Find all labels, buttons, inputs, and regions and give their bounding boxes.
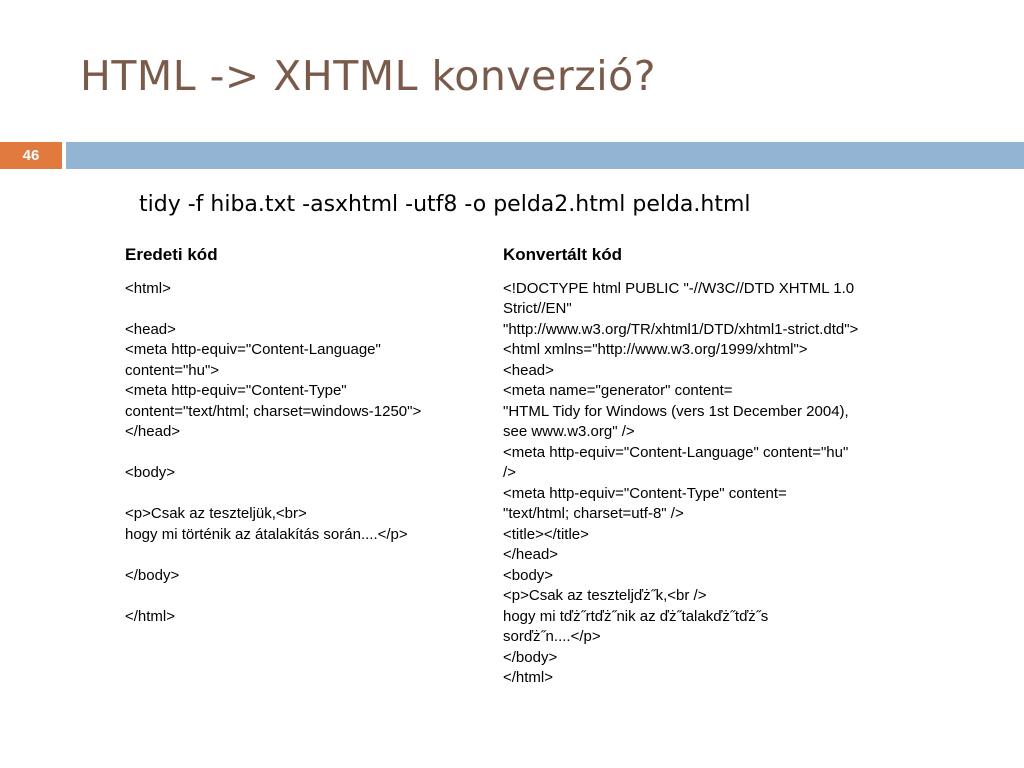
converted-code-block — [503, 279, 923, 689]
code-line: <!DOCTYPE html PUBLIC "-//W3C//DTD XHTML 1.0 — [503, 279, 855, 297]
code-line: </html> — [503, 669, 554, 686]
code-line: <meta http-equiv="Content-Type" — [125, 382, 347, 399]
code-line — [125, 299, 485, 320]
code-line: <p>Csak az teszteljďż˝k,<br /> — [503, 587, 707, 604]
converted-code-heading: Konvertált kód — [503, 245, 623, 264]
code-line: hogy mi történik az átalakítás során....</p> — [125, 525, 408, 543]
code-line: "http://www.w3.org/TR/xhtml1/DTD/xhtml1-strict.dtd"> — [503, 320, 859, 338]
code-line — [125, 586, 485, 607]
original-code-column — [125, 245, 485, 627]
code-line: Strict//EN" — [503, 300, 572, 317]
code-line: <body> — [125, 464, 176, 481]
slide-title: HTML -> XHTML konverzió? — [80, 52, 656, 100]
code-line: <head> — [125, 320, 176, 338]
code-line: <p>Csak az teszteljük,<br> — [125, 505, 307, 522]
code-line: hogy mi tďż˝rtďż˝nik az ďż˝talakďż˝tďż˝s — [503, 607, 769, 625]
code-line: <head> — [503, 361, 554, 379]
title-underline-bar — [66, 142, 1024, 169]
code-line: <title></title> — [503, 525, 589, 543]
original-code-heading: Eredeti kód — [125, 245, 218, 264]
original-code-block — [125, 279, 485, 628]
code-line: <html xmlns="http://www.w3.org/1999/xhtml"> — [503, 341, 808, 358]
code-line: "HTML Tidy for Windows (vers 1st December 2004), — [503, 402, 849, 420]
code-line — [125, 545, 485, 566]
code-line: <meta http-equiv="Content-Language" content="hu" — [503, 443, 849, 461]
code-line: </head> — [125, 423, 181, 440]
code-line: see www.w3.org" /> — [503, 423, 635, 440]
code-line: </html> — [125, 607, 176, 625]
code-line: /> — [503, 464, 516, 481]
code-line: <meta http-equiv="Content-Type" content= — [503, 484, 787, 502]
code-line — [125, 443, 485, 464]
code-line: "text/html; charset=utf-8" /> — [503, 505, 684, 522]
code-line — [125, 484, 485, 505]
code-line: content="hu"> — [125, 361, 220, 379]
code-line: sorďż˝n....</p> — [503, 628, 601, 645]
page-number-badge: 46 — [0, 142, 62, 169]
code-line: <meta http-equiv="Content-Language" — [125, 341, 381, 358]
code-line: </body> — [503, 648, 558, 666]
converted-code-column — [503, 245, 923, 689]
code-line: <body> — [503, 566, 554, 584]
code-line: <html> — [125, 279, 171, 297]
code-line: </head> — [503, 546, 559, 563]
tidy-command: tidy -f hiba.txt -asxhtml -utf8 -o pelda2.html pelda.html — [139, 192, 751, 217]
code-line: <meta name="generator" content= — [503, 382, 733, 399]
code-line: </body> — [125, 566, 180, 584]
code-line: content="text/html; charset=windows-1250"> — [125, 402, 422, 420]
